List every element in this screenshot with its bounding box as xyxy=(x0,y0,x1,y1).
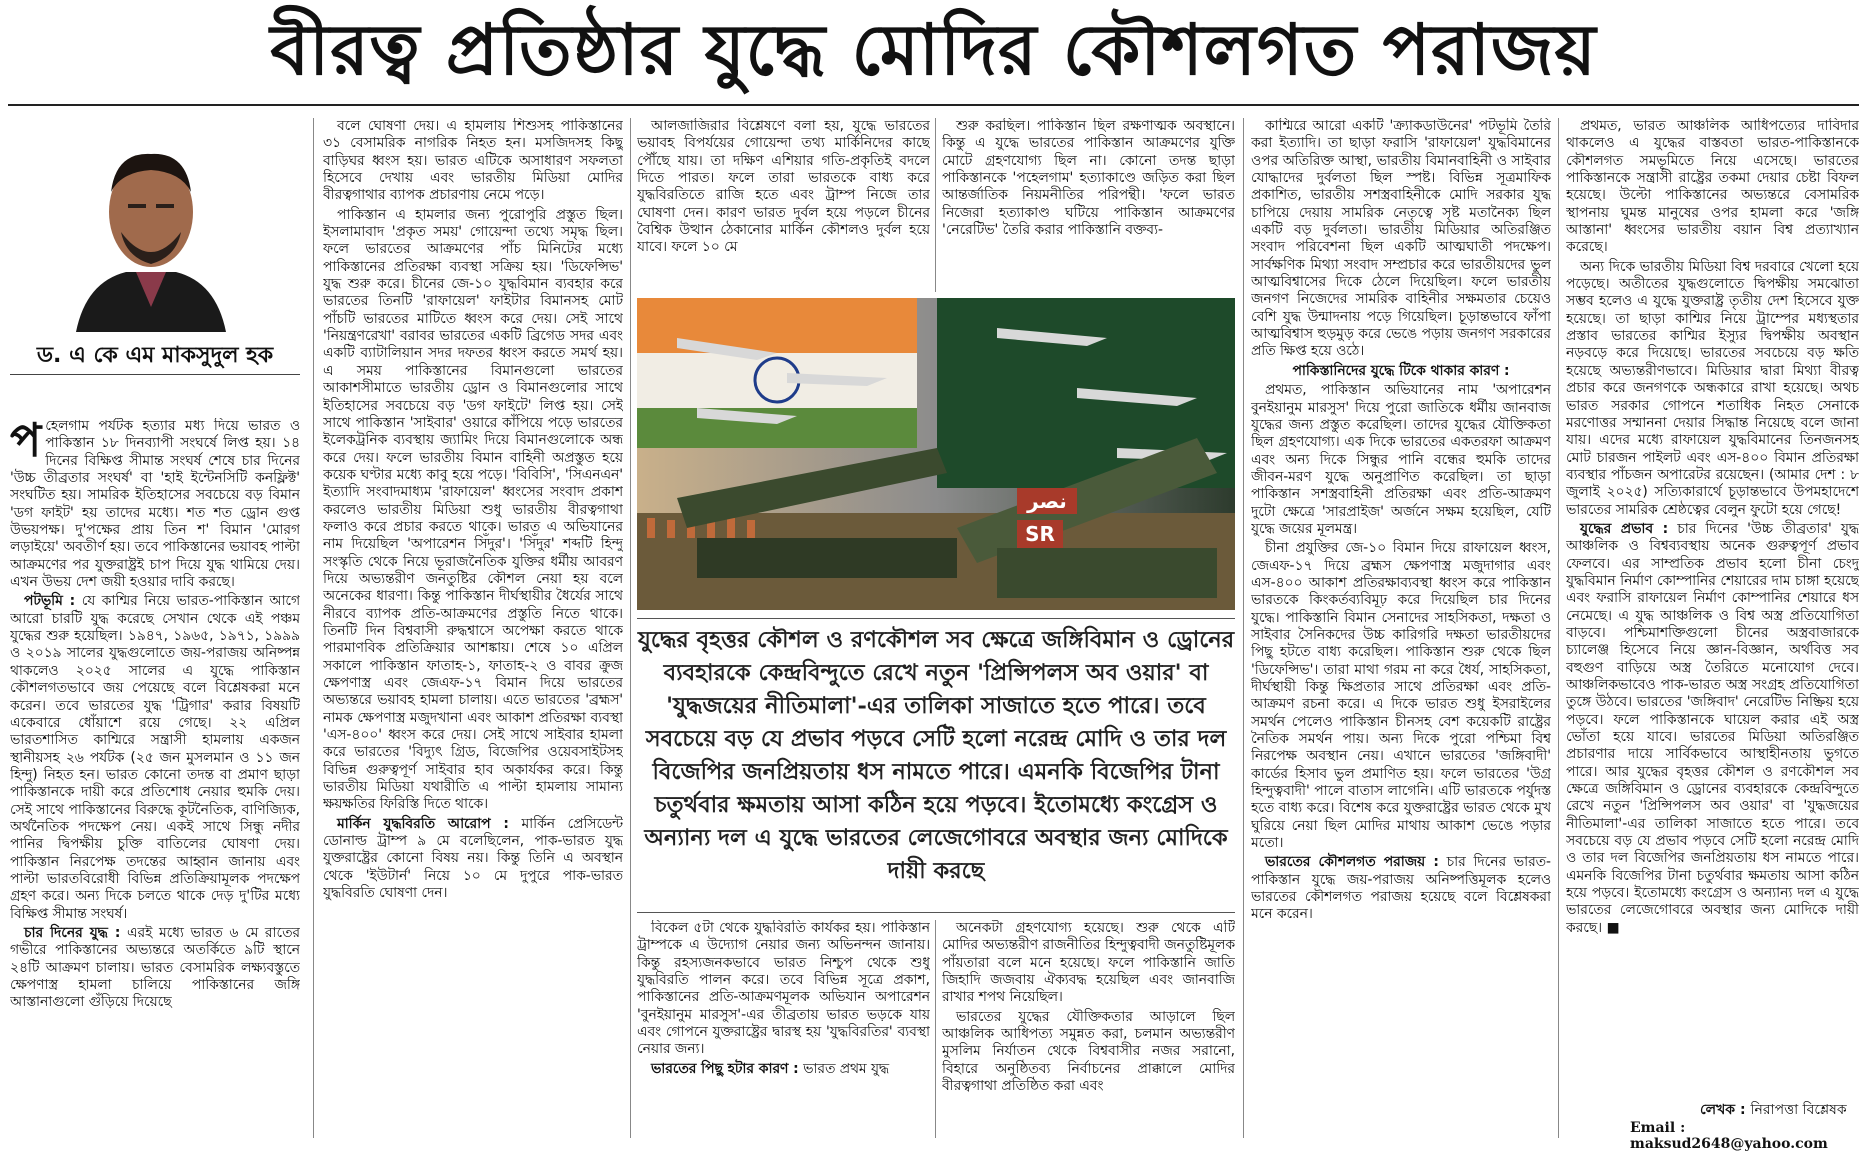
paragraph: আলজাজিরার বিশ্লেষণে বলা হয়, যুদ্ধে ভারতের ভয়াবহ বিপর্যয়ের গোয়েন্দা তথ্য মার্কিনিদের কাছে পৌঁছে যায়। তা দক্ষিণ এশিয়ার গতি-প্রকৃতিই বদলে দিতে পারত। ফলে তারা ভারতকে বাধ্য করে যুদ্ধবিরতিতে রাজি হতে এবং ট্রাম্প নিজে তার ঘোষণা দেন। কারণ ভারত দুর্বল হয়ে পড়লে চীনের বৈশ্বিক উত্থান ঠেকানোর মার্কিন কৌশলও দুর্বল হয়ে যাবে। ফলে ১০ মে xyxy=(637,118,930,256)
paragraph: কাশ্মিরে আরো একটি 'ক্র্যাকডাউনের' পটভূমি তৈরি করা ইত্যাদি। তা ছাড়া ফরাসি 'রাফায়েল' যুদ্ধবিমানের ওপর অতিরিক্ত আস্থা, ভারতীয় বিমানবাহিনী ও সাইবার যোদ্ধাদের দুর্বলতা ছিল স্পষ্ট। বিভিন্ন সূত্রমাফিক প্রকাশিত, ভারতীয় সশস্ত্রবাহিনীকে মোদি সরকার যুদ্ধ চাপিয়ে দেয়ায় সামরিক নেতৃত্বে সৃষ্ট মতানৈক্য ছিল একটি বড় দুর্বলতা। ভারতীয় মিডিয়ার অতিরঞ্জিত সংবাদ পরিবেশনা ছিল একটি আত্মঘাতী পদক্ষেপ। সার্বক্ষণিক মিথ্যা সংবাদ সম্প্রচার করে ভারতীয়দের ভুল আত্মবিশ্বাসের দিকে ঠেলে দিয়েছিল। ফলে ভারতীয় জনগণ নিজেদের সামরিক বাহিনীর সক্ষমতার চেয়েও বেশি যুদ্ধ উন্মাদনায় পড়ে গিয়েছিল। চূড়ান্তভাবে ফাঁপা আত্মবিশ্বাস হুড়মুড় করে ভেঙে পড়ায় জনগণ সরকারের প্রতি ক্ষিপ্ত হয়ে ওঠে। xyxy=(1251,118,1551,360)
paragraph: শুরু করছিল। পাকিস্তান ছিল রক্ষণাত্মক অবস্থানে। কিন্তু এ যুদ্ধে ভারতের পাকিস্তান আক্রমণের যুক্তি মোটে গ্রহণযোগ্য ছিল না। কোনো তদন্ত ছাড়া পাকিস্তানকে 'পহেলগাম' হত্যাকাণ্ডে জড়িত করা ছিল আন্তর্জাতিক নিয়মনীতির পরিপন্থী। 'ফলে ভারত নিজেরা হত্যাকাণ্ড ঘটিয়ে পাকিস্তান আক্রমণের 'নেরেটিভ' তৈরি করার পাকিস্তানি বক্তব্য- xyxy=(942,118,1235,239)
subhead: পাকিস্তানিদের যুদ্ধে টিকে থাকার কারণ : xyxy=(1292,362,1510,379)
author-label: লেখক : xyxy=(1700,1102,1746,1118)
author-portrait xyxy=(66,132,236,332)
column-3-top xyxy=(637,118,930,292)
column-1 xyxy=(10,418,300,1138)
paragraph: এরই মধ্যে ভারত ৬ মে রাতের গভীরে পাকিস্তানের অভ্যন্তরে অতর্কিতে ৯টি স্থানে ২৪টি আক্রমণ চালায়। ভারত বেসামরিক লক্ষ্যবস্তুতে ক্ষেপণাস্ত্র হামলা চালিয়ে পাকিস্তানের জঙ্গি আস্তানাগুলো গুঁড়িয়ে দিয়েছে xyxy=(10,924,300,1011)
paragraph: চীনা প্রযুক্তির জে-১০ বিমান দিয়ে রাফায়েল ধ্বংস, জেএফ-১৭ দিয়ে ব্রহ্মস ক্ষেপণাস্ত্র মজুদাগার এবং এস-৪০০ আকাশ প্রতিরক্ষাব্যবস্থা ধ্বংস করে পাকিস্তান ভারতকে কিংকর্তব্যবিমূঢ় করে দিয়েছিল চার দিনের যুদ্ধে। পাকিস্তানি বিমান সেনাদের সাহসিকতা, দক্ষতা ও সাইবার সৈনিকদের উচ্চ কারিগরি দক্ষতা ভারতীয়দের পিছু হটতে বাধ্য করেছিল। পাকিস্তান শুরু থেকে ছিল 'ডিফেন্সিভ'। তারা মাথা গরম না করে ধৈর্য, সাহসিকতা, দীর্ঘস্থায়ী কিন্তু ক্ষিপ্রতার সাথে প্রতিরক্ষা এবং প্রতি-আক্রমণ রচনা করে। এ দিকে ভারত শুধু ইসরাইলের সমর্থন পেলেও পাকিস্তান চীনসহ বেশ কয়েকটি রাষ্ট্রের নৈতিক সমর্থন পায়। অন্য দিকে পুরো পশ্চিমা বিশ্ব নিরপেক্ষ অবস্থান নেয়। এখানে ভারতের 'জঙ্গিবাদী' কার্ডের হিসাব ভুল প্রমাণিত হয়। ফলে ভারতের 'উগ্র হিন্দুত্ববাদী' পালে বাতাস লাগেনি। এটি ভারতকে পর্যুদস্ত হতে বাধ্য করে। বিশেষ করে যুক্তরাষ্ট্রের ভারত থেকে মুখ ঘুরিয়ে নেয়া ছিল মোদির মাথায় আকাশ ভেঙে পড়ার মতো। xyxy=(1251,540,1551,852)
subhead: ভারতের পিছু হটার কারণ : xyxy=(651,1060,799,1077)
email-credit xyxy=(1630,1120,1867,1152)
author-credit xyxy=(1700,1098,1847,1122)
headline: বীরত্ব প্রতিষ্ঠার যুদ্ধে মোদির কৌশলগত পরাজয় xyxy=(270,8,1597,91)
column-separator xyxy=(630,118,631,1138)
column-6 xyxy=(1566,118,1859,1076)
subhead: মার্কিন যুদ্ধবিরতি আরোপ : xyxy=(337,815,509,832)
email-label: Email : xyxy=(1630,1120,1686,1136)
byline: ড. এ কে এম মাকসুদুল হক xyxy=(36,343,274,368)
paragraph: পাকিস্তান এ হামলার জন্য পুরোপুরি প্রস্তুত ছিল। ইসলামাবাদ 'প্রকৃত সময়' গোয়েন্দা তথ্যে সমৃদ্ধ ছিল। ফলে ভারতের আক্রমণের পাঁচ মিনিটের মধ্যে পাকিস্তানের প্রতিরক্ষা ব্যবস্থা সক্রিয় হয়। 'ডিফেন্সিভ' যুদ্ধ শুরু করে। চীনের জে-১০ যুদ্ধবিমান ব্যবহার করে ভারতের তিনটি 'রাফায়েল' ফাইটার বিমানসহ মোট পাঁচটি ভারতের মাটিতে ধ্বংস করে দেয়। সেই সাথে 'নিয়ন্ত্রণরেখা' বরাবর ভারতের একটি ব্রিগেড সদর এবং একটি ব্যাটালিয়ান সদর দফতর ধ্বংস করতে সমর্থ হয়। এ সময় পাকিস্তানের বিমানগুলো ভারতের আকাশসীমাতে ভারতীয় ড্রোন ও বিমানগুলোর সাথে ইতিহাসের সবচেয়ে বড় 'ডগ ফাইটে' লিপ্ত হয়। সেই সাথে পাকিস্তান 'সাইবার' ওয়ারে কাঁপিয়ে পড়ে ভারতের ইলেকট্রনিক ব্যবস্থায় জ্যামিং দিয়ে বিমানগুলোকে অন্ধ করে দেয়। ফলে ভারতীয় বিমান বাহিনী অপ্রস্তুত হয়ে কয়েক ঘণ্টার মধ্যে কাবু হয়ে পড়ে। 'বিবিসি', 'সিএনএন' ইত্যাদি সংবাদমাধ্যম 'রাফায়েল' ধ্বংসের সংবাদ প্রকাশ করলেও ভারতীয় মিডিয়া শুধু ভারতীয় বীরত্বগাথা ফলাও করে প্রচার করতে থাকে। ভারত এ অভিযানের নাম দিয়েছিল 'অপারেশন সিঁদুর'। 'সিঁদুর' শব্দটি হিন্দু সংস্কৃতি থেকে নিয়ে ভূরাজনৈতিক যুক্তির ধর্মীয় আবরণ দিয়ে অভ্যন্তরীণ জনতুষ্টির কৌশল নেয়া হয় বলে অনেকের ধারণা। কিন্তু পাকিস্তান দীর্ঘস্থায়ীর ধৈর্যের সাথে নীরবে ব্যাপক প্রতি-আক্রমণের প্রস্তুতি নিতে থাকে। তিনটি দিন বিশ্ববাসী রুদ্ধশ্বাসে অপেক্ষা করতে থাকে পারমাণবিক প্রতিক্রিয়ার আশঙ্কায়। শেষে ১০ এপ্রিল সকালে পাকিস্তান ফাতাহ-১, ফাতাহ-২ ও বাবর ক্রুজ ক্ষেপণাস্ত্র এবং জেএফ-১৭ বিমান দিয়ে ভারতের অভ্যন্তরে ভয়াবহ হামলা চালায়। এতে ভারতের 'ব্রহ্মস' নামক ক্ষেপণাস্ত্র মজুদখানা এবং আকাশ প্রতিরক্ষা ব্যবস্থা 'এস-৪০০' ধ্বংস করে দেয়। সেই সাথে সাইবার হামলা করে ভারতের 'বিদ্যুৎ গ্রিড, বিজেপির ওয়েবসাইটসহ বিভিন্ন গুরুত্বপূর্ণ সাইবার হাব অকার্যকর করে। কিন্তু ভারতীয় মিডিয়া যথারীতি এ পাল্টা হামলায় সামান্য ক্ষয়ক্ষতির ফিরিস্তি দিতে থাকে। xyxy=(323,206,623,813)
subhead: চার দিনের যুদ্ধ : xyxy=(24,924,121,941)
column-3-bottom xyxy=(637,920,930,1138)
paragraph: প্রথমত, পাকিস্তান অভিযানের নাম 'অপারেশন বুনইয়ানুম মারসুস' দিয়ে পুরো জাতিকে ধর্মীয় জানবাজ যুদ্ধের জন্য প্রস্তুত করেছিল। তাদের যুদ্ধের যৌক্তিকতা ছিল গ্রহণযোগ্য। এক দিকে ভারতের একতরফা আক্রমণ এবং অন্য দিকে সিন্ধুর পানি বন্ধের হুমকি তাদের জীবন-মরণ যুদ্ধে অনুপ্রাণিত করেছিল। তা ছাড়া পাকিস্তান সশস্ত্রবাহিনী প্রতিরক্ষা এবং প্রতি-আক্রমণ দুটো ক্ষেত্রে 'সারপ্রাইজ' অর্জনে সক্ষম হয়েছিল, যেটি যুদ্ধে জয়ের মূলমন্ত্র। xyxy=(1251,382,1551,537)
column-4-top xyxy=(942,118,1235,292)
paragraph: যে কাশ্মির নিয়ে ভারত-পাকিস্তান আগে আরো চারটি যুদ্ধ করেছে সেখান থেকে এই পঞ্চম যুদ্ধের শুরু হয়েছিল। ১৯৪৭, ১৯৬৫, ১৯৭১, ১৯৯৯ ও ২০১৯ সালের যুদ্ধগুলোতে জয়-পরাজয় অনিষ্পন্ন থাকলেও ২০২৫ সালের এ যুদ্ধে পাকিস্তান কৌশলগতভাবে জয় পেয়েছে বলে বিশ্লেষকরা মনে করেন। তবে ভারতের যুদ্ধ 'ট্রিগার' করার বিষয়টি একেবারে ধোঁয়াশে রয়ে গেছে। ২২ এপ্রিল ভারতশাসিত কাশ্মিরে সন্ত্রাসী হামলায় একজন স্থানীয়সহ ২৬ পর্যটক (২৫ জন মুসলমান ও ১১ জন হিন্দু) নিহত হন। ভারত কোনো তদন্ত বা প্রমাণ ছাড়া পাকিস্তানকে দায়ী করে প্রতিশোধ নেয়ার হুমকি দেয়। সেই সাথে পাকিস্তানের বিরুদ্ধে কূটনৈতিক, বাণিজ্যিক, অর্থনৈতিক পদক্ষেপ নেয়। একই সাথে সিন্ধু নদীর পানির দ্বিপক্ষীয় চুক্তি বাতিলের ঘোষণা দেয়। পাকিস্তান নিরপেক্ষ তদন্তের আহ্বান জানায় এবং পাল্টা ভারতবিরোধী বিভিন্ন প্রতিক্রিয়ামূলক পদক্ষেপ গ্রহণ করে। অন্য দিকে চলতে থাকে দেড় দু'টির মধ্যে বিক্ষিপ্ত সীমান্ত সংঘর্ষ। xyxy=(10,593,300,922)
subhead: পটভূমি : xyxy=(24,593,76,610)
byline-rule xyxy=(10,374,300,375)
subhead: ভারতের কৌশলগত পরাজয় : xyxy=(1265,854,1439,871)
paragraph: বিকেল ৫টা থেকে যুদ্ধবিরতি কার্যকর হয়। পাকিস্তান ট্রাম্পকে এ উদ্যোগ নেয়ার জন্য অভিনন্দন জানায়। কিন্তু রহস্যজনকভাবে ভারত নিশ্চুপ থেকে শুধু যুদ্ধবিরতি পালন করে। তবে বিভিন্ন সূত্রে প্রকাশ, পাকিস্তানের প্রতি-আক্রমণমূলক অভিযান অপারেশন 'বুনইয়ানুম মারসুস'-এর তীব্রতায় ভারত ভড়কে যায় এবং গোপনে যুক্তরাষ্ট্রের দ্বারস্থ হয় 'যুদ্ধবিরতির' ব্যবস্থা নেয়ার জন্য। xyxy=(637,920,930,1058)
paragraph: চার দিনের ভারত-পাকিস্তান যুদ্ধে জয়-পরাজয় অনিষ্পত্তিমূলক হলেও ভারতের কৌশলগত পরাজয় হয়েছে বলে বিশ্লেষকরা মনে করেন। xyxy=(1251,854,1551,923)
column-separator xyxy=(935,920,936,1138)
column-separator xyxy=(313,118,314,1138)
pull-quote-rule xyxy=(637,618,1235,619)
column-4-bottom xyxy=(942,920,1235,1138)
subhead: যুদ্ধের প্রভাব : xyxy=(1580,520,1669,537)
paragraph: ভারতের যুদ্ধের যৌক্তিকতার আড়ালে ছিল আঞ্চলিক আধিপত্য সমুন্নত করা, চলমান অভ্যন্তরীণ মুসলিম নির্যাতন থেকে বিশ্ববাসীর নজর সরানো, বিহারে অনুষ্ঠিতব্য নির্বাচনের প্রাক্কালে মোদির বীরত্বগাথা প্রতিষ্ঠিত করা এবং xyxy=(942,1008,1235,1095)
paragraph: বলে ঘোষণা দেয়। এ হামলায় শিশুসহ পাকিস্তানের ৩১ বেসামরিক নাগরিক নিহত হন। মসজিদসহ কিছু বাড়িঘর ধ্বংস হয়। ভারত এটিকে অসাধারণ সফলতা হিসেবে দেখায় এবং ভারতীয় মিডিয়া মোদির বীরত্বগাথার ব্যাপক প্রচারণায় নেমে পড়ে। xyxy=(323,118,623,204)
war-photo xyxy=(637,298,1235,610)
column-2 xyxy=(323,118,623,1138)
author-role: নিরাপত্তা বিশ্লেষক xyxy=(1750,1102,1847,1118)
pull-quote: যুদ্ধের বৃহত্তর কৌশল ও রণকৌশল সব ক্ষেত্রে জঙ্গিবিমান ও ড্রোনের ব্যবহারকে কেন্দ্রবিন্দুতে রেখে নতুন 'প্রিন্সিপলস অব ওয়ার' বা 'যুদ্ধজয়ের নীতিমালা'-এর তালিকা সাজাতে হতে পারে। তবে সবচেয়ে বড় যে প্রভাব পড়বে সেটি হলো নরেন্দ্র মোদি ও তার দল বিজেপির জনপ্রিয়তায় ধস নামতে পারে। এমনকি বিজেপির টানা চতুর্থবার ক্ষমতায় আসা কঠিন হয়ে পড়বে। ইতোমধ্যে কংগ্রেস ও অন্যান্য দল এ যুদ্ধে ভারতের লেজেগোবরে অবস্থার জন্য মোদিকে দায়ী করছে xyxy=(637,627,1235,884)
paragraph: অনেকটা গ্রহণযোগ্য হয়েছে। শুরু থেকে এটি মোদির অভ্যন্তরীণ রাজনীতির হিন্দুত্ববাদী জনতুষ্টিমূলক পাঁয়তারা বলে মনে হয়েছে। ফলে পাকিস্তানি জাতি জিহাদি জজবায় ঐক্যবদ্ধ হয়েছিল এবং জানবাজি রাখার শপথ নিয়েছিল। xyxy=(942,920,1235,1006)
paragraph: প্রথমত, ভারত আঞ্চলিক আধিপত্যের দাবিদার থাকলেও এ যুদ্ধের বাস্তবতা ভারত-পাকিস্তানকে কৌশলগত সমভূমিতে নিয়ে এসেছে। ভারতের পাকিস্তানকে সন্ত্রাসী রাষ্ট্রের তকমা দেয়ার চেষ্টা বিফল হয়েছে। উল্টো পাকিস্তানের অভ্যন্তরে বেসামরিক স্থাপনায় ঘুমন্ত মানুষের ওপর হামলা করে 'জঙ্গি আস্তানা' ধ্বংসের ভারতীয় বয়ান বিশ্ব প্রত্যাখ্যান করেছে। xyxy=(1566,118,1859,256)
paragraph: মার্কিন প্রেসিডেন্ট ডোনাল্ড ট্রাম্প ৯ মে বলেছিলেন, পাক-ভারত যুদ্ধ যুক্তরাষ্ট্রের কোনো বিষয় নয়। কিন্তু তিনি এ অবস্থান থেকে 'ইউটার্ন' নিয়ে ১০ মে দুপুরে পাক-ভারত যুদ্ধবিরতি ঘোষণা দেন। xyxy=(323,815,623,902)
paragraph: অন্য দিকে ভারতীয় মিডিয়া বিশ্ব দরবারে খেলো হয়ে পড়েছে। অতীতের যুদ্ধগুলোতে দ্বিপক্ষীয় সমঝোতা সম্ভব হলেও এ যুদ্ধে যুক্তরাষ্ট্র তৃতীয় দেশ হিসেবে যুক্ত হয়েছে। তা ছাড়া কাশ্মির নিয়ে ট্রাম্পের মধ্যস্থতার প্রস্তাব ভারতের কাশ্মির ইস্যুর দ্বিপক্ষীয় অবস্থান নড়বড়ে করে দিয়েছে। ভারতের সবচেয়ে বড় ক্ষতি হয়েছে অভ্যন্তরীণভাবে। মিডিয়ার দ্বারা মিথ্যা বীরত্ব প্রচার করে জনগণকে অন্ধকারে রাখা হয়েছে। অথচ ভারত সরকার গোপনে শতাধিক নিহত সেনাকে মরণোত্তর সম্মাননা দেয়ার সিদ্ধান্ত নিয়েছে বলে জানা যায়। এদের মধ্যে রাফায়েল যুদ্ধবিমানের তিনজনসহ মোট চারজন পাইলট এবং এস-৪০০ বিমান প্রতিরক্ষা ব্যবস্থার পাঁচজন অপারেটর রয়েছেন। (আমার দেশ : ৮ জুলাই ২০২৫) সত্যিকারার্থে চূড়ান্তভাবে উপমহাদেশে ভারতের সামরিক শ্রেষ্ঠত্বের বেলুন ফুটো হয়ে গেছে! xyxy=(1566,258,1859,518)
paragraph: ভারত প্রথম যুদ্ধ xyxy=(803,1060,890,1077)
missile-marking: نصر xyxy=(1027,489,1067,513)
paragraph: চার দিনের 'উচ্চ তীব্রতার' যুদ্ধ আঞ্চলিক ও বিশ্বব্যবস্থায় অনেক গুরুত্বপূর্ণ প্রভাব ফেলবে। এর সাম্প্রতিক প্রভাব হলো চীনা চেংদু যুদ্ধবিমান নির্মাণ কোম্পানির শেয়ারের দাম চাঙ্গা হয়েছে এবং ফরাসি রাফায়েল নির্মাণ কোম্পানির শেয়ারে ধস নেমেছে। এ যুদ্ধ আঞ্চলিক ও বিশ্ব অস্ত্র প্রতিযোগিতা বাড়বে। পশ্চিমাশক্তিগুলো চীনের অস্ত্রবাজারকে চ্যালেঞ্জ হিসেবে নিয়ে জ্ঞান-বিজ্ঞান, অর্থবিত্ত সব বহুগুণ বাড়িয়ে অস্ত্র তৈরিতে মনোযোগ দেবে। আঞ্চলিকভাবেও পাক-ভারত অস্ত্র সংগ্রহ প্রতিযোগিতা তুঙ্গে উঠবে। ভারতের 'জঙ্গিবাদ' নেরেটিভ নিষ্ক্রিয় হয়ে পড়বে। ফলে পাকিস্তানকে ঘায়েল করার এই অস্ত্র ভোঁতা হয়ে যাবে। ভারতের মিডিয়া অতিরঞ্জিত প্রচারণার দায়ে সার্বিকভাবে আস্থাহীনতায় ভুগতে পারে। আর যুদ্ধের বৃহত্তর কৌশল ও রণকৌশল সব ক্ষেত্রে জঙ্গিবিমান ও ড্রোনের ব্যবহারকে কেন্দ্রবিন্দুতে রেখে নতুন 'প্রিন্সিপলস অব ওয়ার' বা 'যুদ্ধজয়ের নীতিমালা'-এর তালিকা সাজাতে হতে পারে। তবে সবচেয়ে বড় যে প্রভাব পড়বে সেটি হলো নরেন্দ্র মোদি ও তার দল বিজেপির জনপ্রিয়তায় ধস নামতে পারে। এমনকি বিজেপির টানা চতুর্থবার ক্ষমতায় আসা কঠিন হয়ে পড়বে। ইতোমধ্যে কংগ্রেস ও অন্যান্য দল এ যুদ্ধে ভারতের লেজেগোবরে অবস্থার জন্য মোদিকে দায়ী করছে। ■ xyxy=(1566,520,1859,936)
dropcap: প xyxy=(10,418,42,467)
paragraph: হেলগাম পর্যটক হত্যার মধ্য দিয়ে ভারত ও পাকিস্তান ১৮ দিনব্যাপী সংঘর্ষে লিপ্ত হয়। ১৪ দিনের বিক্ষিপ্ত সীমান্ত সংঘর্ষ শেষে চার দিনের 'উচ্চ তীব্রতার সংঘর্ষ' বা 'হাই ইন্টেনসিটি কনফ্লিক্ট' সংঘটিত হয়। সামরিক ইতিহাসের সবচেয়ে বড় বিমান 'ডগ ফাইট' হয় তাদের মধ্যে। শত শত ড্রোন গুপ্ত উভয়পক্ষ। দু'পক্ষের প্রায় তিন শ' বিমান 'মোরগ লড়াইয়ে' অবতীর্ণ হয়। তবে পাকিস্তানের ভয়াবহ পাল্টা আক্রমণের পর যুক্তরাষ্ট্রই চাপ দিয়ে যুদ্ধ থামিয়ে দেয়। এখন উভয় দেশ জয়ী হওয়ার দাবি করছে। xyxy=(10,418,300,591)
email-address: maksud2648@yahoo.com xyxy=(1630,1136,1828,1152)
column-separator xyxy=(935,118,936,292)
headline-rule xyxy=(8,104,1859,106)
missile-marking: SR xyxy=(1025,522,1055,546)
column-separator xyxy=(1558,118,1559,1138)
pull-quote-rule xyxy=(637,912,1235,913)
column-5 xyxy=(1251,118,1551,1138)
column-separator xyxy=(1243,118,1244,1138)
